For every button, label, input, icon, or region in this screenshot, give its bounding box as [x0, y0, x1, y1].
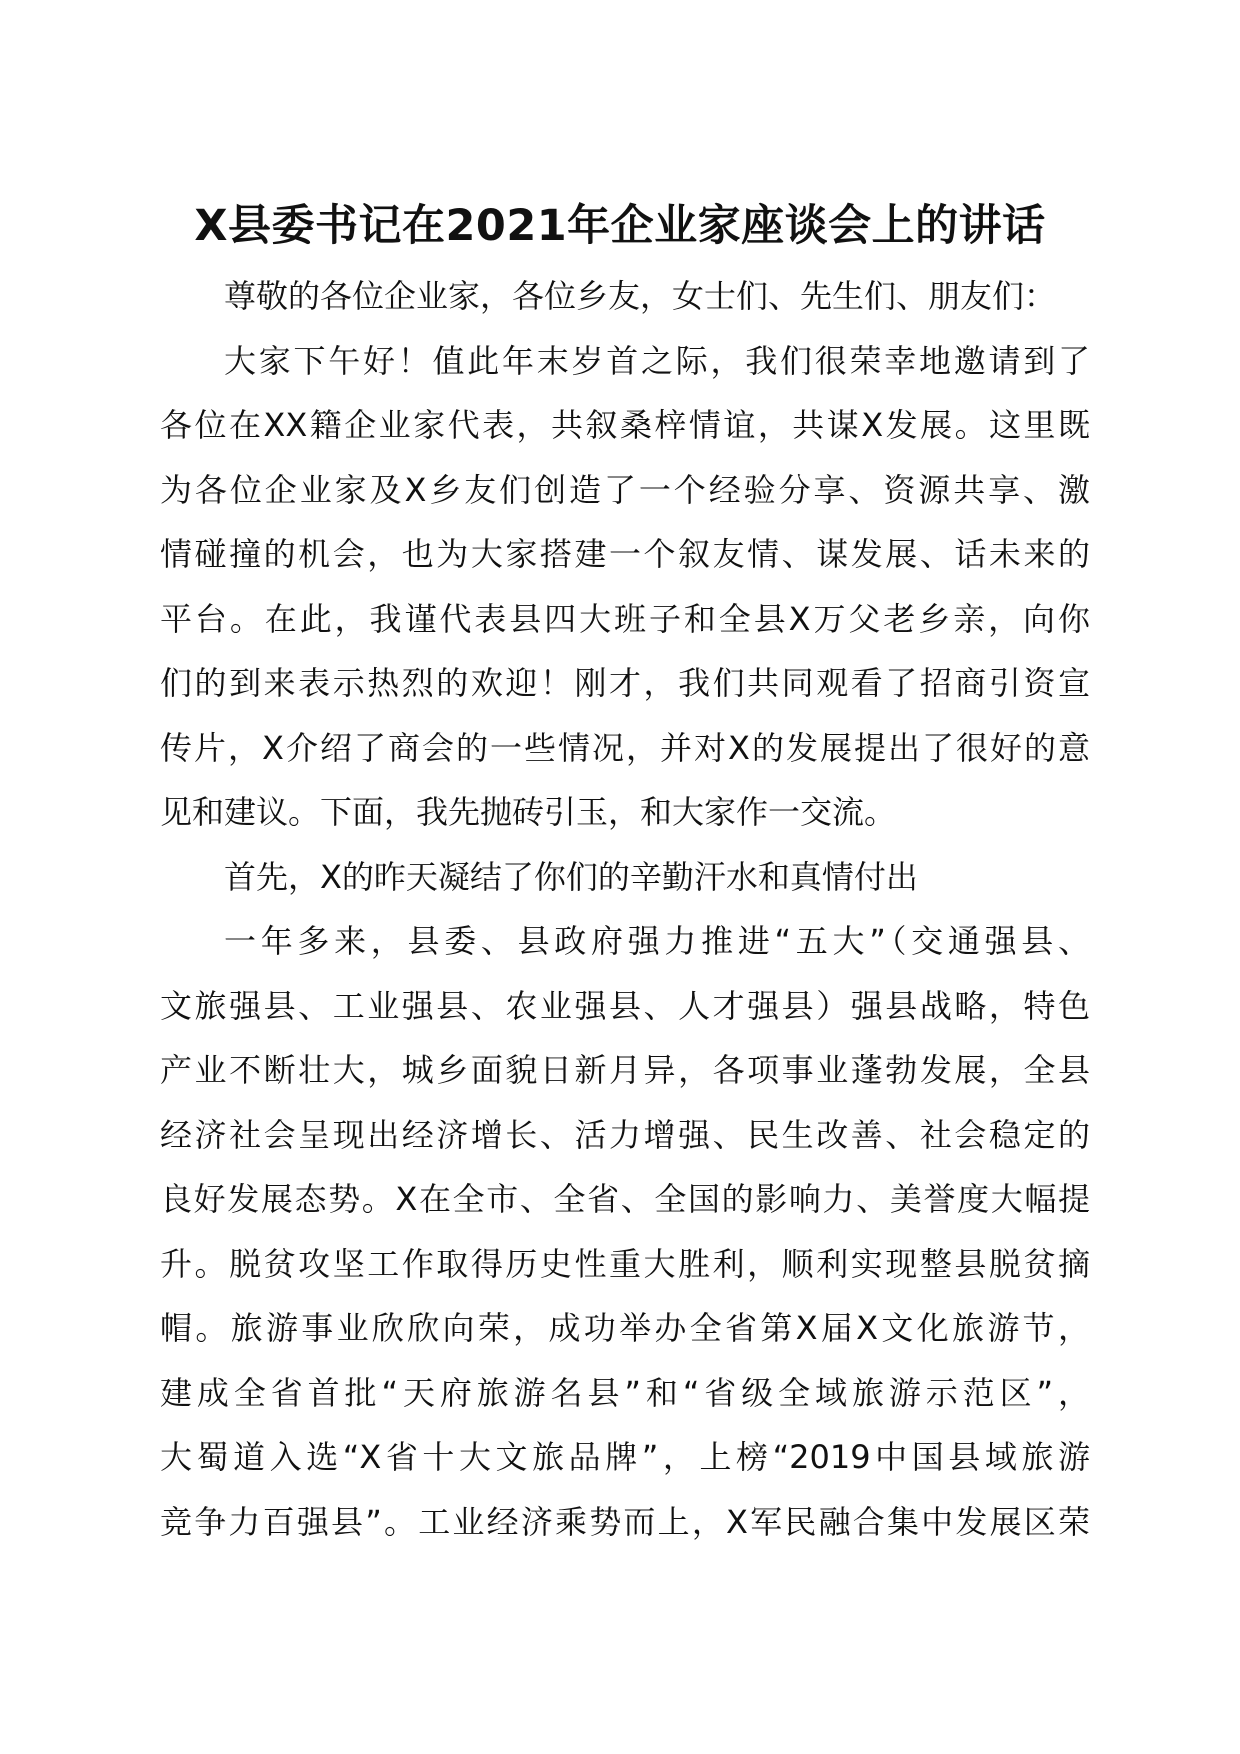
- paragraph-line: 帽。旅游事业欣欣向荣，成功举办全省第X届X文化旅游节，: [160, 1309, 1090, 1347]
- paragraph-line: 良好发展态势。X在全市、全省、全国的影响力、美誉度大幅提: [160, 1180, 1090, 1218]
- paragraph-line: 各位在XX籍企业家代表，共叙桑梓情谊，共谋X发展。这里既: [160, 406, 1090, 444]
- paragraph-line: 升。脱贫攻坚工作取得历史性重大胜利，顺利实现整县脱贫摘: [160, 1244, 1090, 1283]
- section-heading-line: 首先，X的昨天凝结了你们的辛勤汗水和真情付出: [224, 857, 918, 896]
- paragraph-line: 竞争力百强县”。工业经济乘势而上，X军民融合集中发展区荣: [160, 1502, 1090, 1541]
- paragraph-line: 一年多来，县委、县政府强力推进“五大”（交通强县、: [224, 922, 1090, 960]
- paragraph-line: 产业不断壮大，城乡面貌日新月异，各项事业蓬勃发展，全县: [160, 1051, 1090, 1089]
- paragraph-line: 为各位企业家及X乡友们创造了一个经验分享、资源共享、激: [160, 470, 1090, 509]
- paragraph-line: 情碰撞的机会，也为大家搭建一个叙友情、谋发展、话未来的: [160, 535, 1090, 573]
- paragraph-line: 大家下午好！值此年末岁首之际，我们很荣幸地邀请到了: [224, 341, 1090, 380]
- salutation-line: 尊敬的各位企业家，各位乡友，女士们、先生们、朋友们：: [224, 277, 1057, 315]
- paragraph-line: 传片，X介绍了商会的一些情况，并对X的发展提出了很好的意: [160, 728, 1090, 767]
- paragraph-line: 见和建议。下面，我先抛砖引玉，和大家作一交流。: [160, 793, 897, 831]
- paragraph-line: 文旅强县、工业强县、农业强县、人才强县）强县战略，特色: [160, 986, 1090, 1025]
- paragraph-line: 建成全省首批“天府旅游名县”和“省级全域旅游示范区”，: [160, 1373, 1090, 1412]
- paragraph-line: 平台。在此，我谨代表县四大班子和全县X万父老乡亲，向你: [160, 599, 1090, 638]
- paragraph-line: 们的到来表示热烈的欢迎！刚才，我们共同观看了招商引资宣: [160, 664, 1090, 702]
- paragraph-line: 大蜀道入选“X省十大文旅品牌”，上榜“2019中国县域旅游: [160, 1438, 1090, 1476]
- document-body: [160, 264, 1090, 1554]
- document-title: X县委书记在2021年企业家座谈会上的讲话: [194, 201, 1046, 251]
- paragraph-line: 经济社会呈现出经济增长、活力增强、民生改善、社会稳定的: [160, 1115, 1090, 1154]
